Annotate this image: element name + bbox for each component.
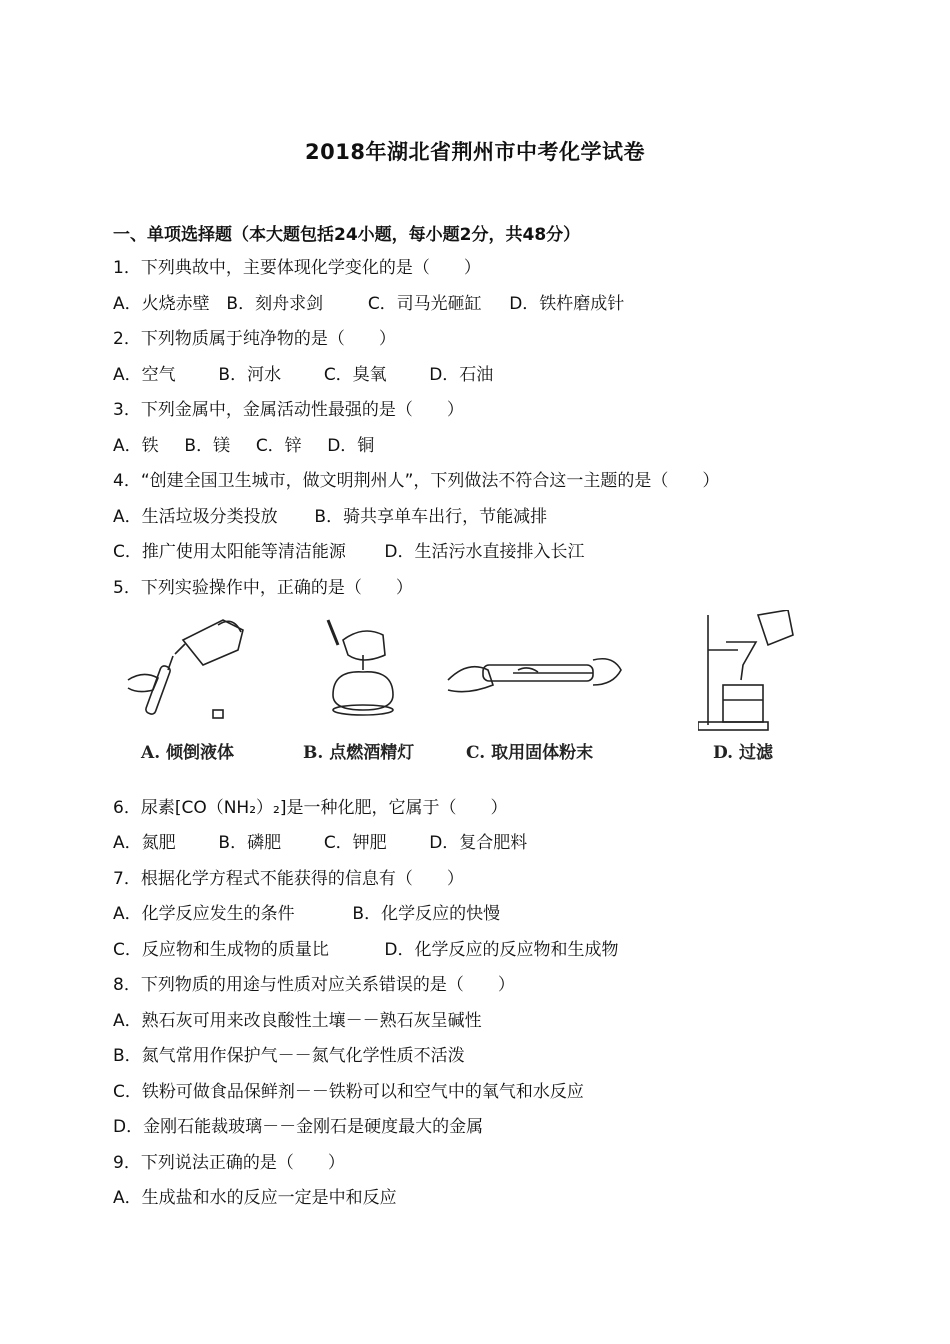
option-c: C．臭氧 [323, 365, 387, 385]
option-a: A．铁 [113, 436, 159, 456]
option-a: A．空气 [113, 365, 176, 385]
option-d: D．铁杵磨成针 [509, 294, 625, 314]
option-b: B．刻舟求剑 [226, 294, 324, 314]
figure-caption-a: A. 倾倒液体 [141, 743, 235, 763]
option-b: B．镁 [184, 436, 231, 456]
option-c: C．锌 [255, 436, 302, 456]
option-d: D．铜 [327, 436, 375, 456]
question-2-options [113, 364, 493, 386]
question-8-option-a: A．熟石灰可用来改良酸性土壤－－熟石灰呈碱性 [113, 1011, 482, 1031]
section-heading: 一、单项选择题（本大题包括24小题，每小题2分，共48分） [113, 225, 581, 245]
option-b: B．骑共享单车出行，节能减排 [314, 507, 548, 527]
option-a: A．火烧赤壁 [113, 294, 210, 314]
question-4-options-row1 [113, 506, 547, 528]
figure-filtration [698, 610, 808, 735]
option-c: C．司马光砸缸 [367, 294, 482, 314]
question-7-options-row1 [113, 903, 500, 925]
question-9-option-a: A．生成盐和水的反应一定是中和反应 [113, 1188, 397, 1208]
option-c: C．推广使用太阳能等清洁能源 [113, 542, 346, 562]
option-d: D．复合肥料 [429, 833, 528, 853]
option-d: D．石油 [429, 365, 494, 385]
question-1-options [113, 293, 624, 315]
question-7-stem: 7．根据化学方程式不能获得的信息有（ ） [113, 869, 464, 889]
option-a: A．化学反应发生的条件 [113, 904, 295, 924]
option-c: C．钾肥 [323, 833, 387, 853]
figure-caption-d: D. 过滤 [713, 743, 773, 763]
option-d: D．化学反应的反应物和生成物 [384, 940, 619, 960]
option-a: A．生活垃圾分类投放 [113, 507, 278, 527]
question-5-figures [113, 610, 833, 770]
option-c: C．反应物和生成物的质量比 [113, 940, 329, 960]
option-b: B．河水 [218, 365, 282, 385]
option-d: D．生活污水直接排入长江 [384, 542, 585, 562]
question-9-stem: 9．下列说法正确的是（ ） [113, 1153, 345, 1173]
question-6-options [113, 832, 527, 854]
question-2-stem: 2．下列物质属于纯净物的是（ ） [113, 329, 396, 349]
question-4-options-row2 [113, 541, 585, 563]
option-b: B．化学反应的快慢 [352, 904, 501, 924]
question-8-stem: 8．下列物质的用途与性质对应关系错误的是（ ） [113, 975, 515, 995]
question-8-option-c: C．铁粉可做食品保鲜剂－－铁粉可以和空气中的氧气和水反应 [113, 1082, 584, 1102]
question-8-option-d: D．金刚石能裁玻璃－－金刚石是硬度最大的金属 [113, 1117, 484, 1137]
question-3-stem: 3．下列金属中，金属活动性最强的是（ ） [113, 400, 464, 420]
question-6-stem: 6．尿素[CO（NH₂）₂]是一种化肥，它属于（ ） [113, 798, 508, 818]
question-8-option-b: B．氮气常用作保护气－－氮气化学性质不活泼 [113, 1046, 465, 1066]
figure-solid-powder [443, 610, 623, 730]
question-3-options [113, 435, 374, 457]
figure-pouring-liquid [123, 610, 263, 730]
figure-lighting-lamp [313, 610, 433, 730]
figure-caption-c: C. 取用固体粉末 [466, 743, 594, 763]
question-4-stem: 4．“创建全国卫生城市，做文明荆州人”，下列做法不符合这一主题的是（ ） [113, 471, 720, 491]
question-1-stem: 1．下列典故中，主要体现化学变化的是（ ） [113, 258, 481, 278]
figure-caption-b: B. 点燃酒精灯 [303, 743, 415, 763]
page-title: 2018年湖北省荆州市中考化学试卷 [305, 140, 645, 164]
option-b: B．磷肥 [218, 833, 282, 853]
question-7-options-row2 [113, 939, 619, 961]
question-5-stem: 5．下列实验操作中，正确的是（ ） [113, 578, 413, 598]
option-a: A．氮肥 [113, 833, 176, 853]
